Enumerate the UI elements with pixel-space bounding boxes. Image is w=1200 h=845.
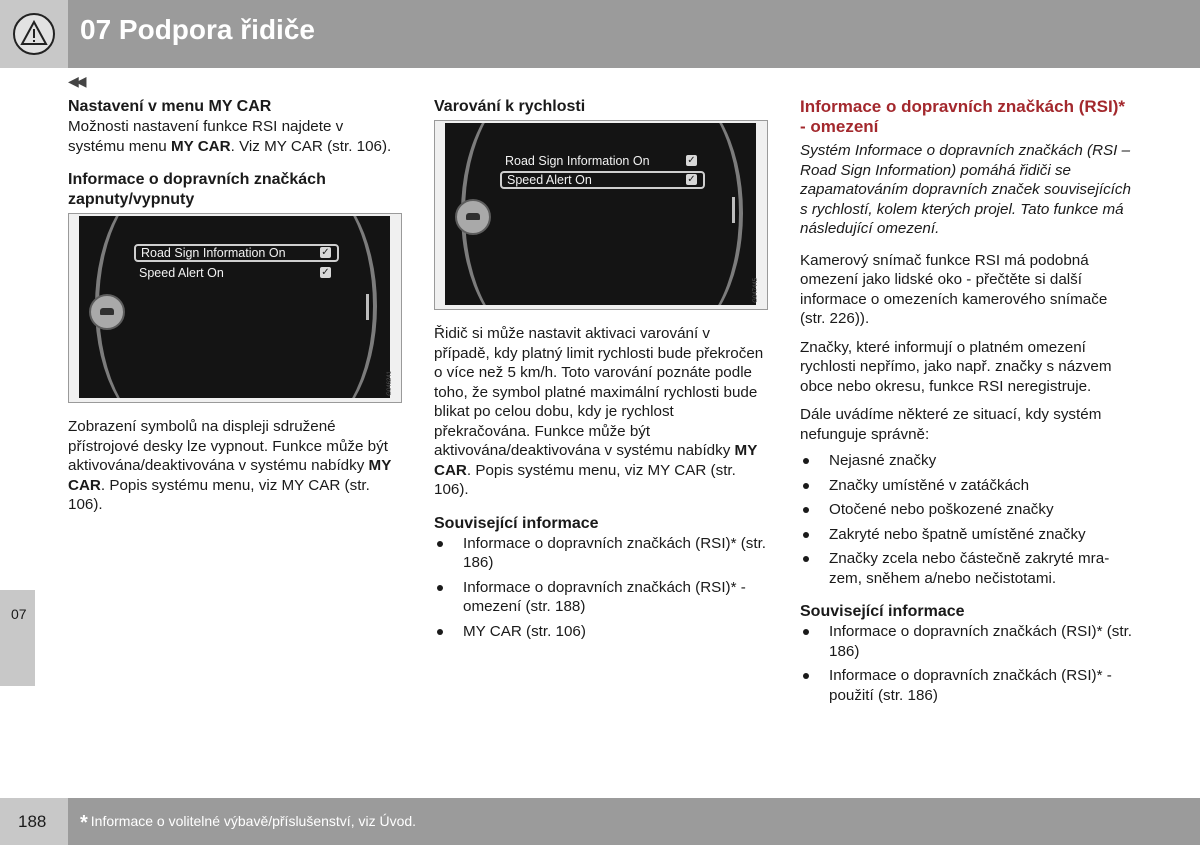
illustration-code: G047445 [752, 278, 759, 303]
instrument-display [79, 216, 390, 398]
my-car-settings-text: Možnosti nastavení funkce RSI najdete v systému menu MY CAR. Viz MY CAR (str. 106). [68, 118, 392, 155]
column-1 [68, 97, 403, 515]
rsi-on-off-text: Zobrazení symbolů na displeji sdružené přístrojové desky lze vypnout. Funkce může být aktivována/deaktivována v systému nabídky MY CAR. Popis systému menu, viz MY CAR (str. 106). [68, 418, 392, 513]
chapter-tab-label: 07 [11, 606, 27, 622]
page-footer [0, 798, 1200, 845]
related-info-list [434, 534, 769, 642]
display-illustration-rsi [68, 213, 402, 403]
display-illustration-speed-alert [434, 120, 768, 310]
check-icon: ✓ [321, 247, 330, 258]
menu-item-label: Speed Alert On [139, 266, 224, 280]
section-title-speed-warning: Varování k rychlosti [434, 98, 586, 115]
footnote-text: Informace o volitelné výbavě/příslušenství, viz Úvod. [90, 813, 417, 829]
situations-intro-text: Dále uvádíme některé ze situací, kdy systém nefunguje správně: [800, 406, 1102, 443]
menu-item-speed-alert [500, 171, 705, 189]
header-icon-box [0, 0, 68, 68]
display-scroll-indicator [366, 294, 369, 320]
check-icon: ✓ [687, 174, 696, 185]
related-link[interactable]: Informace o dopravních značkách (RSI)* (str. 186) [800, 622, 1135, 661]
related-info-list [800, 622, 1135, 705]
list-item: Značky umístěné v zatáčkách [800, 476, 1135, 496]
related-link[interactable]: Informace o dopravních značkách (RSI)* (str. 186) [434, 534, 769, 573]
footnote [80, 812, 416, 835]
related-link[interactable]: Informace o dopravních značkách (RSI)* - použití (str. 186) [800, 666, 1135, 705]
page-number-box [0, 798, 68, 845]
limitations-list [800, 451, 1135, 588]
section-title-my-car-settings: Nastavení v menu MY CAR [68, 98, 272, 115]
car-icon [455, 199, 491, 235]
section-title-rsi-limitations: Informace o dopravních značkách (RSI)* - omezení [800, 97, 1125, 136]
menu-item-road-sign-information [134, 244, 339, 262]
footnote-star: * [80, 812, 88, 834]
display-scroll-indicator [732, 197, 735, 223]
camera-limitations-text: Kamerový snímač funkce RSI má podobná omezení jako lidské oko - přečtěte si další informace o omezeních kamerového snímače (str. 226)). [800, 251, 1108, 327]
list-item: Zakryté nebo špatně umístěné značky [800, 525, 1135, 545]
column-2 [434, 97, 769, 646]
check-icon: ✓ [687, 155, 696, 166]
check-icon: ✓ [321, 267, 330, 278]
speed-warning-text: Řidič si může nastavit aktivaci varování v případě, kdy platný limit rychlosti bude překročen o více než 5 km/h. Toto varování poznáte podle toho, že symbol platné maximální rychlosti bude blikat po celou dobu, kdy je rychlost překračována. Funkce může být aktivována/deaktivována v systému nabídky MY CAR. Popis systému menu, viz MY CAR (str. 106). [434, 325, 764, 498]
illustration-code: G046241 [386, 371, 393, 396]
display-arc-right [593, 123, 743, 305]
instrument-display [445, 123, 756, 305]
chapter-title: 07 Podpora řidiče [80, 14, 315, 45]
column-3 [800, 97, 1135, 710]
related-info-title: Související informace [434, 514, 599, 532]
section-title-rsi-on-off: Informace o dopravních značkách zapnuty/vypnuty [68, 171, 326, 208]
menu-item-label: Speed Alert On [507, 173, 592, 187]
related-link[interactable]: Informace o dopravních značkách (RSI)* - omezení (str. 188) [434, 578, 769, 617]
rsi-intro-text: Systém Informace o dopravních značkách (RSI – Road Sign Information) pomáhá řidiči se zapamatováním dopravních značek souvisejících s rychlostí, kolem kterých projel. Tato funkce má následující omezení. [800, 142, 1131, 237]
menu-item-label: Road Sign Information On [141, 246, 286, 260]
menu-item-speed-alert [134, 264, 339, 282]
related-info-title: Související informace [800, 603, 965, 620]
chapter-side-tab[interactable] [0, 590, 35, 686]
car-icon [89, 294, 125, 330]
indirect-signs-text: Značky, které informují o platném omezení rychlosti nepřímo, jako např. značky s názvem obce nebo okresu, funkce RSI neregistruje. [800, 338, 1112, 395]
warning-triangle-icon [13, 13, 55, 55]
list-item: Otočené nebo poškozené značky [800, 500, 1135, 520]
list-item: Nejasné značky [800, 451, 1135, 471]
previous-page-icon[interactable]: ◀◀ [68, 73, 84, 89]
menu-item-label: Road Sign Information On [505, 154, 650, 168]
related-link[interactable]: MY CAR (str. 106) [434, 622, 769, 642]
menu-item-road-sign-information [500, 152, 705, 170]
list-item: Značky zcela nebo částečně zakryté mrazem, sněhem a/nebo nečistotami. [800, 549, 1135, 588]
page-number: 188 [18, 812, 47, 831]
chapter-header [0, 0, 1200, 68]
